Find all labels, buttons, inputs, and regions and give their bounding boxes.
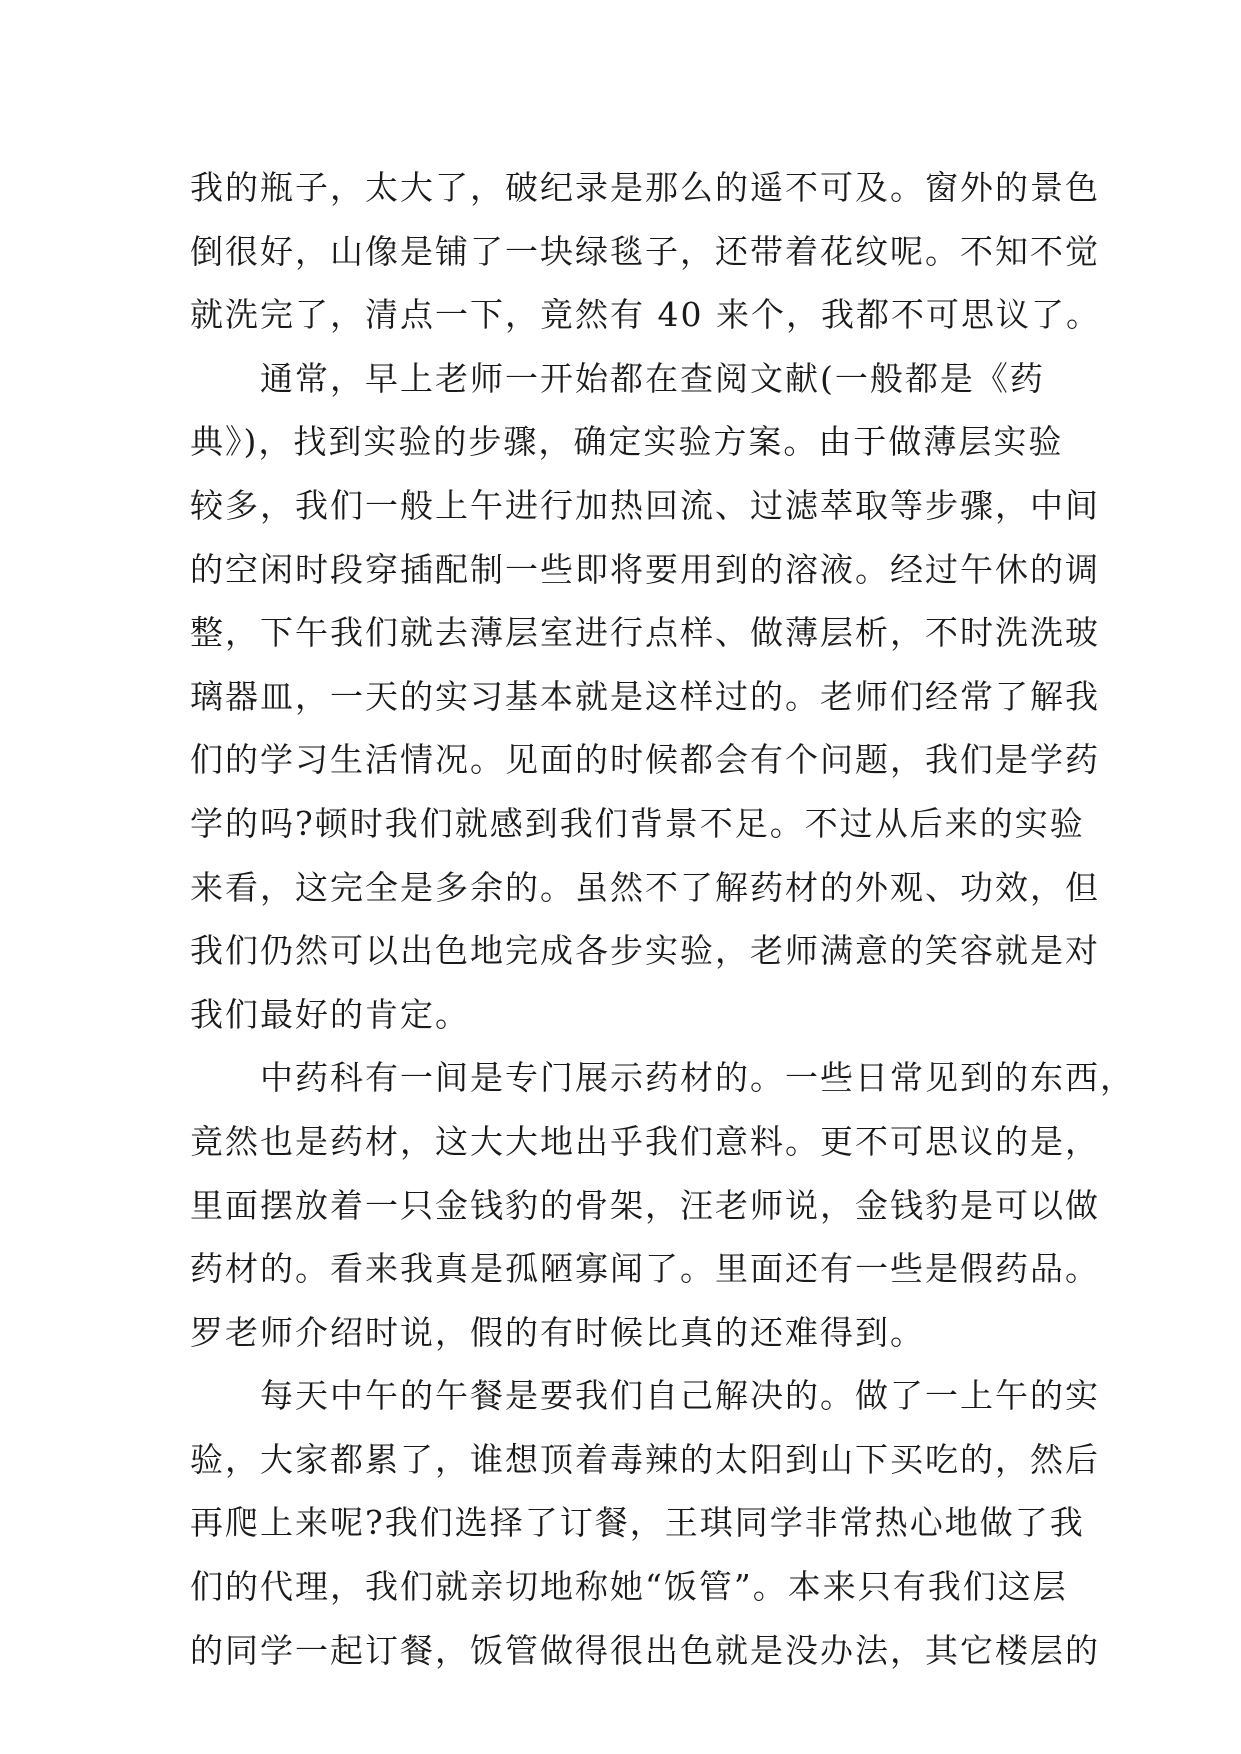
- text-line: 竟然也是药材，这大大地出乎我们意料。更不可思议的是，: [190, 1121, 1100, 1161]
- text-line: 学的吗?顿时我们就感到我们背景不足。不过从后来的实验: [190, 803, 1085, 843]
- text-line: 我们仍然可以出色地完成各步实验，老师满意的笑容就是对: [190, 931, 1100, 971]
- text-line: 整，下午我们就去薄层室进行点样、做薄层析，不时洗洗玻: [190, 613, 1100, 653]
- text-line: 每天中午的午餐是要我们自己解决的。做了一上午的实: [260, 1376, 1100, 1416]
- text-line: 们的学习生活情况。见面的时候都会有个问题，我们是学药: [190, 740, 1100, 780]
- text-line: 较多，我们一般上午进行加热回流、过滤萃取等步骤，中间: [190, 485, 1100, 525]
- text-line: 药材的。看来我真是孤陋寡闻了。里面还有一些是假药品。: [190, 1249, 1100, 1289]
- text-line: 验，大家都累了，谁想顶着毒辣的太阳到山下买吃的，然后: [190, 1439, 1100, 1479]
- text-line: 再爬上来呢?我们选择了订餐，王琪同学非常热心地做了我: [190, 1503, 1085, 1543]
- text-line: 里面摆放着一只金钱豹的骨架，汪老师说，金钱豹是可以做: [190, 1185, 1100, 1225]
- text-line: 通常，早上老师一开始都在查阅文献(一般都是《药: [260, 358, 1045, 398]
- text-line: 中药科有一间是专门展示药材的。一些日常见到的东西，: [260, 1058, 1135, 1098]
- text-line: 的同学一起订餐，饭管做得很出色就是没办法，其它楼层的: [190, 1630, 1100, 1670]
- text-line: 罗老师介绍时说，假的有时候比真的还难得到。: [190, 1312, 925, 1352]
- text-line: 就洗完了，清点一下，竟然有 40 来个，我都不可思议了。: [190, 295, 1101, 335]
- text-line: 我们最好的肯定。: [190, 994, 470, 1034]
- text-line: 的空闲时段穿插配制一些即将要用到的溶液。经过午休的调: [190, 549, 1100, 589]
- text-line: 典》)，找到实验的步骤，确定实验方案。由于做薄层实验: [190, 422, 1064, 462]
- text-line: 我的瓶子，太大了，破纪录是那么的遥不可及。窗外的景色: [190, 168, 1100, 207]
- text-line: 倒很好，山像是铺了一块绿毯子，还带着花纹呢。不知不觉: [190, 231, 1100, 271]
- text-line: 来看，这完全是多余的。虽然不了解药材的外观、功效，但: [190, 867, 1100, 907]
- text-line: 们的代理，我们就亲切地称她“饭管”。本来只有我们这层: [190, 1567, 1068, 1607]
- body-text: [190, 156, 1135, 1682]
- text-line: 璃器皿，一天的实习基本就是这样过的。老师们经常了解我: [190, 676, 1100, 716]
